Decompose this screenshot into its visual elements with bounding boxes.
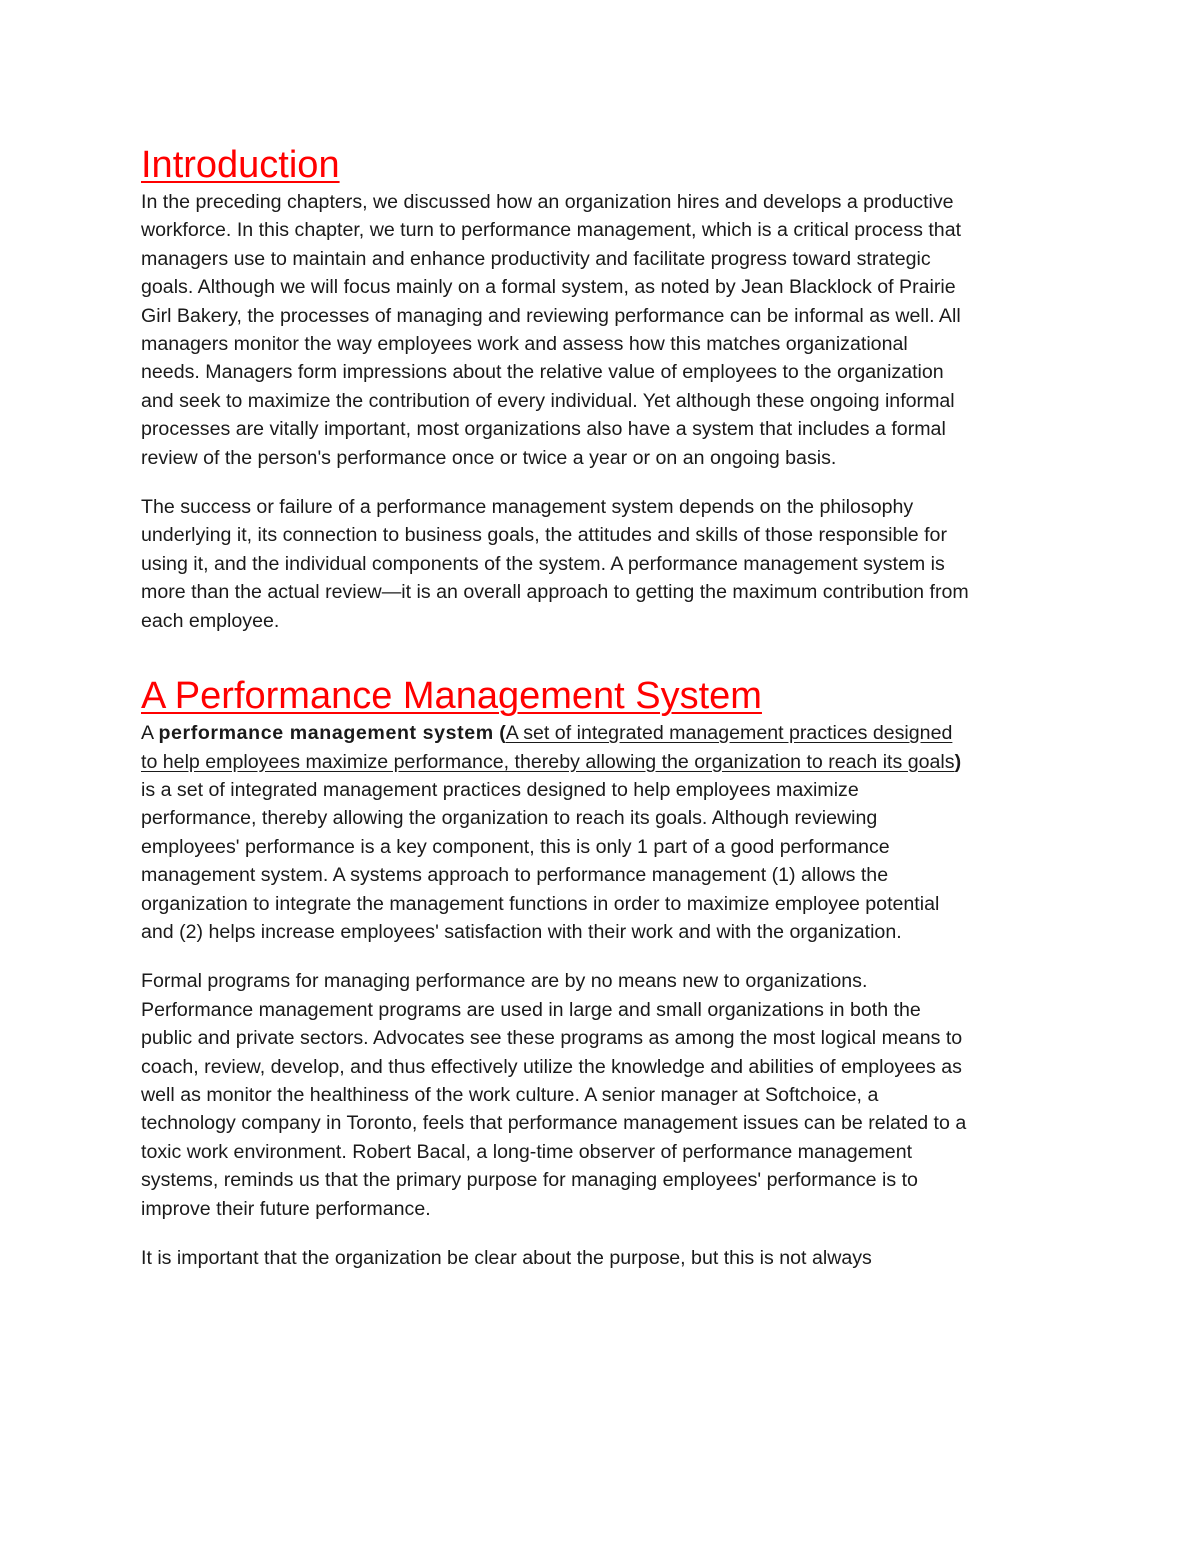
pms-paragraph-2: Formal programs for managing performance are by no means new to organizations. Performance management programs are used in large and small organizations in both the public and private sectors. Advocates see these programs as among the most logical means to coach, review, develop, and thus effectively utilize the knowledge and abilities of employees as well as monitor the healthiness of the work culture. A senior manager at Softchoice, a technology company in Toronto, feels that performance management issues can be related to a toxic work environment. Robert Bacal, a long-time observer of performance management systems, reminds us that the primary purpose for managing employees' performance is to improve their future performance.	[141, 970, 967, 1220]
definition-lead: A	[141, 722, 159, 745]
definition-rest: is a set of integrated management practices designed to help employees maximize performance, thereby allowing the organization to reach its goals. Although reviewing employees' performance is a key component, this is only 1 part of a good performance management system. A systems approach to performance management (1) allows the organization to integrate the management functions in order to maximize employee potential and (2) helps increase employees' satisfaction with their work and with the organization.	[141, 778, 940, 943]
pms-paragraph-3: It is important that the organization be clear about the purpose, but this is not always	[141, 1247, 872, 1269]
term-gloss: A set of integrated management practices designed to help employees maximize performance, thereby allowing the organization to reach its goals	[141, 722, 955, 773]
pms-definition-paragraph	[141, 719, 971, 946]
heading-introduction: Introduction	[141, 144, 340, 186]
close-paren: )	[954, 750, 962, 773]
intro-paragraph-2: The success or failure of a performance management system depends on the philosophy underlying it, its connection to business goals, the attitudes and skills of those responsible for using it, and the individual components of the system. A performance management system is more than the actual review—it is an overall approach to getting the maximum contribution from each employee.	[141, 496, 969, 632]
document-body	[141, 142, 971, 1293]
intro-paragraph-1: In the preceding chapters, we discussed how an organization hires and develops a productive workforce. In this chapter, we turn to performance management, which is a critical process that managers use to maintain and enhance productivity and facilitate progress toward strategic goals. Although we will focus mainly on a formal system, as noted by Jean Blacklock of Prairie Girl Bakery, the processes of managing and reviewing performance can be informal as well. All managers monitor the way employees work and assess how this matches organizational needs. Managers form impressions about the relative value of employees to the organization and seek to maximize the contribution of every individual. Yet although these ongoing informal processes are vitally important, most organizations also have a system that includes a formal review of the person's performance once or twice a year or on an ongoing basis.	[141, 191, 962, 469]
open-paren: (	[493, 722, 506, 745]
heading-performance-management-system: A Performance Management System	[141, 675, 762, 718]
defined-term: performance management system	[158, 722, 494, 745]
